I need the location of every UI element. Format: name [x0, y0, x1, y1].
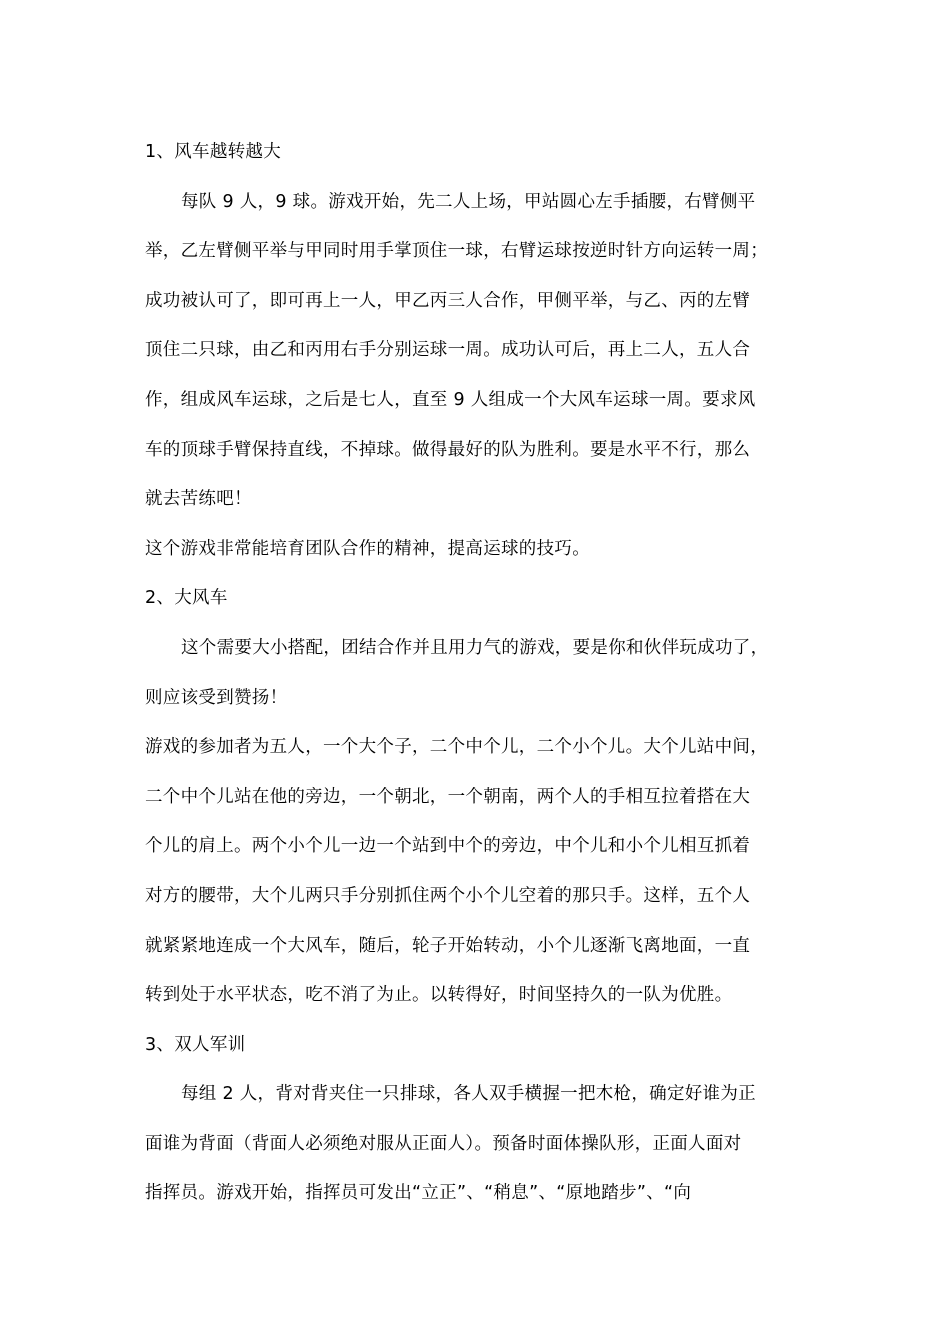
paragraph-line: 车的顶球手臂保持直线，不掉球。做得最好的队为胜利。要是水平不行，那么 [145, 439, 751, 460]
paragraph-line: 每组 2 人，背对背夹住一只排球，各人双手横握一把木枪，确定好谁为正 [181, 1084, 756, 1105]
paragraph-line: 则应该受到赞扬！ [145, 687, 288, 708]
section-heading-1: 1、风车越转越大 [145, 142, 282, 162]
paragraph-line: 举，乙左臂侧平举与甲同时用手掌顶住一球，右臂运球按逆时针方向运转一周； [145, 241, 768, 262]
paragraph-line: 作，组成风车运球，之后是七人，直至 9 人组成一个大风车运球一周。要求风 [145, 389, 756, 410]
section-heading-2: 2、大风车 [145, 588, 228, 609]
paragraph-line: 转到处于水平状态，吃不消了为止。以转得好，时间坚持久的一队为优胜。 [145, 985, 733, 1006]
paragraph-line: 指挥员。游戏开始，指挥员可发出“立正”、“稍息”、“原地踏步”、“向 [145, 1183, 692, 1204]
document-body [145, 128, 810, 1219]
paragraph-line: 就紧紧地连成一个大风车，随后，轮子开始转动，小个儿逐渐飞离地面，一直 [145, 935, 751, 956]
section-heading-3: 3、双人军训 [145, 1034, 246, 1055]
paragraph-line: 这个游戏非常能培育团队合作的精神，提高运球的技巧。 [145, 538, 590, 559]
paragraph-line: 面谁为背面（背面人必须绝对服从正面人）。预备时面体操队形，正面人面对 [145, 1133, 742, 1154]
paragraph-line: 就去苦练吧！ [145, 489, 252, 510]
paragraph-line: 成功被认可了，即可再上一人，甲乙丙三人合作，甲侧平举，与乙、丙的左臂 [145, 290, 751, 311]
paragraph-line: 这个需要大小搭配，团结合作并且用力气的游戏，要是你和伙伴玩成功了， [181, 637, 769, 658]
paragraph-line: 顶住二只球，由乙和丙用右手分别运球一周。成功认可后，再上二人，五人合 [145, 340, 751, 361]
paragraph-line: 个儿的肩上。两个小个儿一边一个站到中个的旁边，中个儿和小个儿相互抓着 [145, 836, 751, 857]
paragraph-line: 对方的腰带，大个儿两只手分别抓住两个小个儿空着的那只手。这样，五个人 [145, 885, 751, 906]
paragraph-line: 游戏的参加者为五人，一个大个子，二个中个儿，二个小个儿。大个儿站中间， [145, 737, 768, 758]
paragraph-line: 每队 9 人，9 球。游戏开始，先二人上场，甲站圆心左手插腰，右臂侧平 [181, 191, 756, 212]
paragraph-line: 二个中个儿站在他的旁边，一个朝北，一个朝南，两个人的手相互拉着搭在大 [145, 786, 751, 807]
